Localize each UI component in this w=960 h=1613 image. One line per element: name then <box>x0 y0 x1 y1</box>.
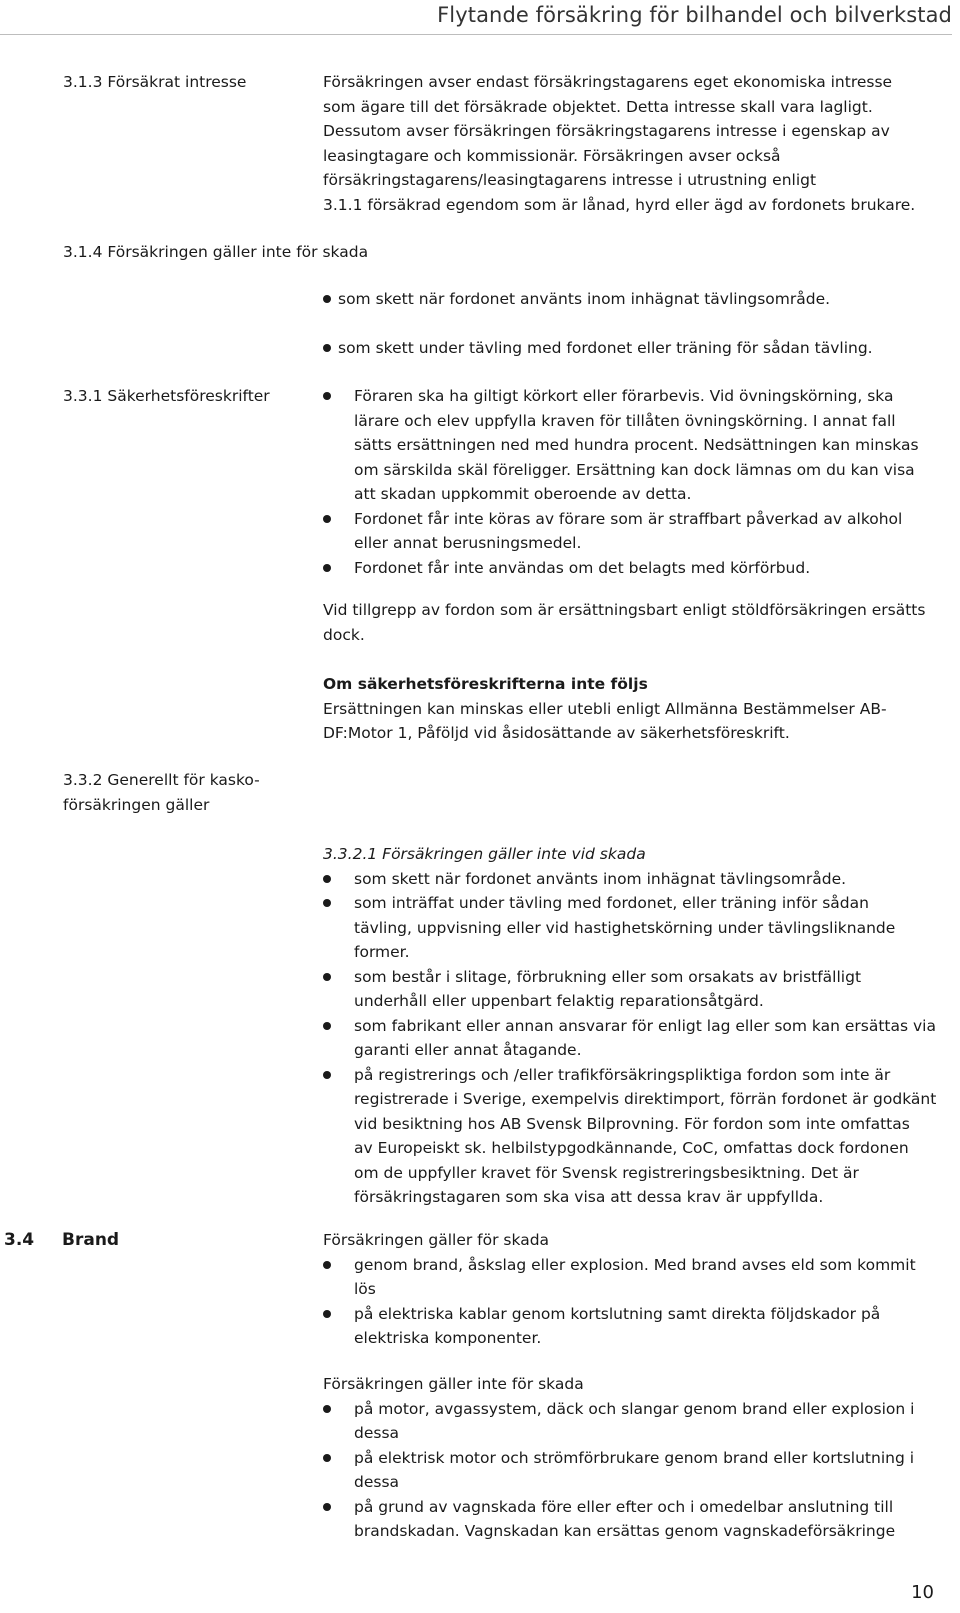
section-3-3-2-label <box>63 768 313 817</box>
section-3-3-2-1 <box>323 842 959 1210</box>
text-line: DF:Motor 1, Påföljd vid åsidosättande av säkerhetsföreskrift. <box>323 724 790 742</box>
safety-rule-block <box>323 672 959 746</box>
list-item <box>323 1302 959 1351</box>
list-item <box>323 867 959 892</box>
bullet-icon <box>323 515 331 523</box>
page-number: 10 <box>911 1582 934 1603</box>
list-item <box>323 336 943 361</box>
bullet-icon <box>323 564 331 572</box>
section-3-1-3-label: 3.1.3 Försäkrat intresse <box>63 73 247 91</box>
list-item <box>323 507 959 556</box>
text-line: som består i slitage, förbrukning eller som orsakats av bristfälligt <box>354 967 862 986</box>
list-item <box>323 556 959 581</box>
list-item <box>323 1495 959 1544</box>
section-3-1-4-list <box>323 287 943 360</box>
text-line: dock. <box>323 625 365 644</box>
text-line: försäkringstagaren som ska visa att dessa krav är uppfyllda. <box>354 1188 824 1206</box>
bullet-icon <box>323 1405 331 1413</box>
text-line: på elektrisk motor och strömförbrukare genom brand eller kortslutning i <box>354 1448 915 1467</box>
text-line: underhåll eller uppenbart felaktig reparationsåtgärd. <box>354 992 764 1010</box>
text-line: om särskilda skäl föreligger. Ersättning kan dock lämnas om du kan visa <box>354 460 915 479</box>
text-line: av Europeiskt sk. helbilstypgodkännande, CoC, omfattas dock fordonen <box>354 1139 909 1157</box>
page-header <box>0 0 952 35</box>
section-3-3-1-label: 3.3.1 Säkerhetsföreskrifter <box>63 387 270 405</box>
text-line: genom brand, åskslag eller explosion. Med brand avses eld som kommit <box>354 1255 916 1274</box>
fire-covered-block <box>323 1228 959 1351</box>
bullet-icon <box>323 392 331 400</box>
list-item <box>323 1063 959 1210</box>
text-line: som fabrikant eller annan ansvarar för enligt lag eller som kan ersättas via <box>354 1016 936 1035</box>
text-line: Försäkringen avser endast försäkringstagarens eget ekonomiska intresse <box>323 73 893 91</box>
bullet-icon <box>323 1261 331 1269</box>
list-item <box>323 965 959 1014</box>
list-item-text: som skett när fordonet använts inom inhägnat tävlingsområde. <box>338 290 831 308</box>
text-line: dessa <box>354 1473 400 1491</box>
text-line: leasingtagare och kommissionär. Försäkringen avser också <box>323 146 781 165</box>
text-line: Vid tillgrepp av fordon som är ersättningsbart enligt stöldförsäkringen ersätts <box>323 601 926 619</box>
list-item-text: som skett under tävling med fordonet eller träning för sådan tävling. <box>338 338 873 357</box>
text-line: tävling, uppvisning eller vid hastighetskörning under tävlingsliknande <box>354 918 896 937</box>
safety-rule-heading: Om säkerhetsföreskrifterna inte följs <box>323 675 648 693</box>
text-line: försäkringstagarens/leasingtagarens intresse i utrustning enligt <box>323 171 817 189</box>
list-item <box>323 287 943 312</box>
text-line: 3.3.2 Generellt för kasko- <box>63 771 260 789</box>
text-line: lärare och elev uppfylla kraven för tillåten övningskörning. I annat fall <box>354 411 896 430</box>
bullet-icon <box>323 295 331 303</box>
bullet-icon <box>323 973 331 981</box>
list-item <box>323 1014 959 1063</box>
theft-note <box>323 598 959 647</box>
header-title: Flytande försäkring för bilhandel och bilverkstad <box>437 3 952 27</box>
bullet-icon <box>323 1071 331 1079</box>
text-line: på grund av vagnskada före eller efter och i omedelbar anslutning till <box>354 1497 894 1516</box>
subsection-heading: 3.3.2.1 Försäkringen gäller inte vid skada <box>323 845 646 863</box>
bullet-icon <box>323 899 331 907</box>
bullet-icon <box>323 1454 331 1462</box>
section-3-4-title: Brand <box>62 1230 120 1250</box>
text-line: dessa <box>354 1424 400 1442</box>
text-line: om de uppfyller kravet för Svensk registreringsbesiktning. Det är <box>354 1163 859 1182</box>
text-line: att skadan uppkommit oberoende av detta. <box>354 485 692 503</box>
list-item <box>323 1446 959 1495</box>
bullet-icon <box>323 875 331 883</box>
bullet-icon <box>323 1310 331 1318</box>
section-3-3-1-list <box>323 384 959 580</box>
text-line: lös <box>354 1280 376 1298</box>
text-line: former. <box>354 943 410 961</box>
text-line: försäkringen gäller <box>63 795 210 814</box>
bullet-icon <box>323 1022 331 1030</box>
section-3-1-4-label: 3.1.4 Försäkringen gäller inte för skada <box>63 243 369 261</box>
text-line: på registrerings och /eller trafikförsäkringspliktiga fordon som inte är <box>354 1065 891 1084</box>
text-line: sätts ersättningen ned med hundra procent. Nedsättningen kan minskas <box>354 436 919 454</box>
list-item <box>323 384 959 507</box>
text-line: som ägare till det försäkrade objektet. Detta intresse skall vara lagligt. <box>323 97 873 116</box>
text-line: Fordonet får inte användas om det belagts med körförbud. <box>354 558 811 577</box>
text-line: vid besiktning hos AB Svensk Bilprovning. För fordon som inte omfattas <box>354 1114 910 1133</box>
list-item <box>323 891 959 965</box>
section-3-1-3-text <box>323 70 959 217</box>
bullet-icon <box>323 1503 331 1511</box>
text-line: som inträffat under tävling med fordonet, eller träning inför sådan <box>354 894 869 912</box>
bullet-icon <box>323 344 331 352</box>
text-line: på motor, avgassystem, däck och slangar genom brand eller explosion i <box>354 1399 915 1418</box>
text-line: registrerade i Sverige, exempelvis direktimport, förrän fordonet är godkänt <box>354 1090 937 1108</box>
list-item <box>323 1253 959 1302</box>
text-line: 3.1.1 försäkrad egendom som är lånad, hyrd eller ägd av fordonets brukare. <box>323 195 916 214</box>
text-line: Ersättningen kan minskas eller utebli enligt Allmänna Bestämmelser AB- <box>323 699 887 718</box>
text-line: som skett när fordonet använts inom inhägnat tävlingsområde. <box>354 869 847 888</box>
fire-excluded-block <box>323 1372 959 1544</box>
text-line: på elektriska kablar genom kortslutning samt direkta följdskador på <box>354 1304 881 1323</box>
text-line: garanti eller annat åtagande. <box>354 1041 582 1059</box>
text-line: Dessutom avser försäkringen försäkringstagarens intresse i egenskap av <box>323 122 890 140</box>
fire-excluded-heading: Försäkringen gäller inte för skada <box>323 1375 584 1393</box>
text-line: Föraren ska ha giltigt körkort eller förarbevis. Vid övningskörning, ska <box>354 387 894 405</box>
section-3-4-number: 3.4 <box>4 1230 35 1250</box>
text-line: eller annat berusningsmedel. <box>354 534 582 552</box>
list-item <box>323 1397 959 1446</box>
fire-covered-heading: Försäkringen gäller för skada <box>323 1231 550 1249</box>
text-line: Fordonet får inte köras av förare som är straffbart påverkad av alkohol <box>354 509 903 528</box>
text-line: elektriska komponenter. <box>354 1329 542 1347</box>
text-line: brandskadan. Vagnskadan kan ersättas genom vagnskadeförsäkringe <box>354 1522 896 1540</box>
